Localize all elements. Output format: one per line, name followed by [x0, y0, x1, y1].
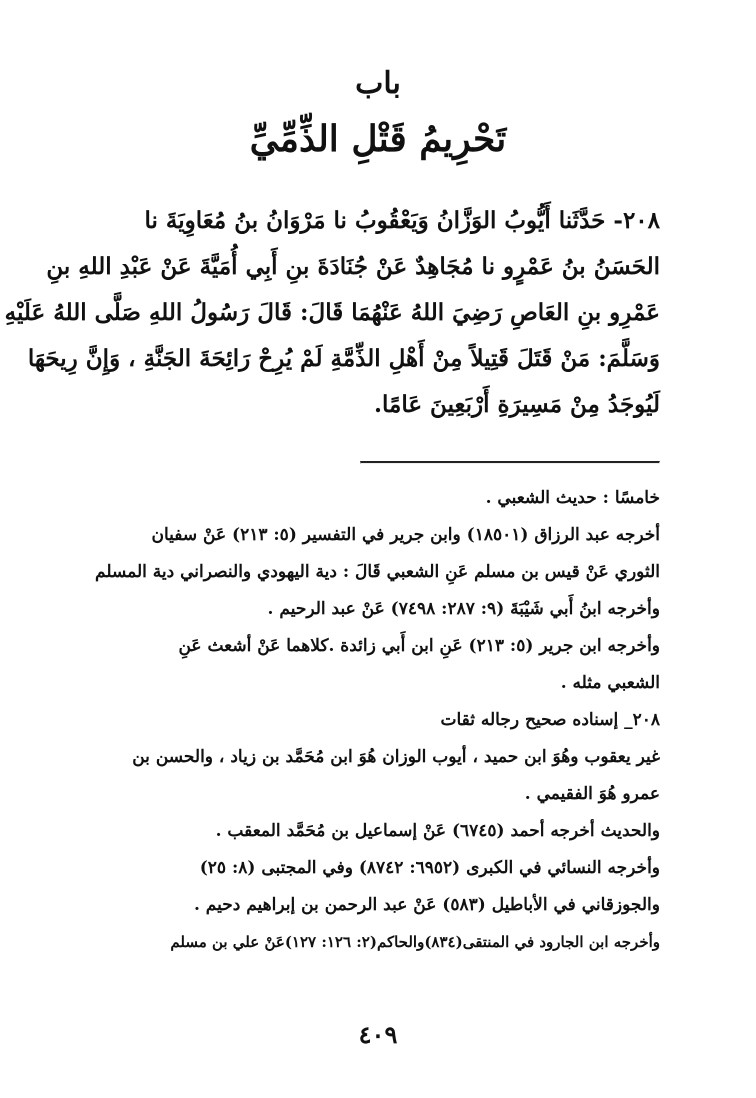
footnote-line: وأخرجه ابنُ أَبي شَيْبَةَ (٩: ٢٨٧: ٧٤٩٨) عَنْ عبد الرحيم .	[267, 599, 660, 619]
hadith-line: الحَسَنُ بنُ عَمْرٍو نا مُجَاهِدٌ عَنْ جُنَادَةَ بنِ أَبِي أُمَيَّةَ عَنْ عَبْدِ اللهِ بنِ	[46, 253, 660, 280]
hadith-line: وَسَلَّمَ: مَنْ قَتَلَ قَتِيلاً مِنْ أَهْلِ الذِّمَّةِ لَمْ يُرِحْ رَائِحَةَ الجَنَّةِ ، وَإِنَّ رِيحَهَا	[27, 345, 660, 372]
footnote-line: عمرو هُوَ الفقيمي .	[524, 784, 660, 804]
hadith-line: عَمْرِو بنِ العَاصِ رَضِيَ اللهُ عَنْهُمَا قَالَ: قَالَ رَسُولُ اللهِ صَلَّى اللهُ عَلَيْهِ	[4, 299, 660, 326]
footnote-separator	[360, 461, 660, 464]
footnote-line: خامسًا : حديث الشعبي .	[485, 488, 660, 508]
footnote-line: أخرجه عبد الرزاق (١٨٥٠١) وابن جرير في التفسير (٥: ٢١٣) عَنْ سفيان	[151, 525, 660, 545]
footnotes	[96, 480, 660, 961]
chapter-label: باب	[355, 66, 401, 101]
footnote-line: ٢٠٨_ إسناده صحيح رجاله ثقات	[440, 710, 660, 730]
footnote-line: وأخرجه ابن جرير (٥: ٢١٣) عَنِ ابن أَبي زائدة .كلاهما عَنْ أشعث عَنِ	[178, 636, 660, 656]
footnote-line: الشعبي مثله .	[560, 673, 660, 693]
hadith-text	[4, 198, 660, 428]
footnote-line: الثوري عَنْ قيس بن مسلم عَنِ الشعبي قَالَ : دية اليهودي والنصراني دية المسلم	[95, 562, 660, 582]
page-number: ٤٠٩	[358, 1020, 398, 1049]
hadith-line: لَيُوجَدُ مِنْ مَسِيرَةِ أَرْبَعِينَ عَامًا.	[373, 391, 660, 418]
footnote-line: غير يعقوب وهُوَ ابن حميد ، أيوب الوزان هُوَ ابن مُحَمَّد بن زياد ، والحسن بن	[132, 747, 660, 767]
footnote-line: والحديث أخرجه أحمد (٦٧٤٥) عَنْ إسماعيل بن مُحَمَّد المعقب .	[215, 821, 660, 841]
footnote-line: وأخرجه ابن الجارود في المنتقى(٨٣٤)والحاكم(٢: ١٢٦: ١٢٧)عَنْ علي بن مسلم	[170, 933, 660, 951]
chapter-title: تَحْرِيمُ قَتْلِ الذِّمِّيِّ	[249, 118, 507, 160]
footnote-line: وأخرجه النسائي في الكبرى (٦٩٥٢: ٨٧٤٢) وفي المجتبى (٨: ٢٥)	[199, 858, 660, 878]
footnote-line: والجوزقاني في الأباطيل (٥٨٣) عَنْ عبد الرحمن بن إبراهيم دحيم .	[193, 895, 660, 915]
hadith-line: ٢٠٨- حَدَّثَنا أَيُّوبُ الوَزَّانُ وَيَعْقُوبُ نا مَرْوَانُ بنُ مُعَاوِيَةَ نا	[144, 207, 660, 234]
